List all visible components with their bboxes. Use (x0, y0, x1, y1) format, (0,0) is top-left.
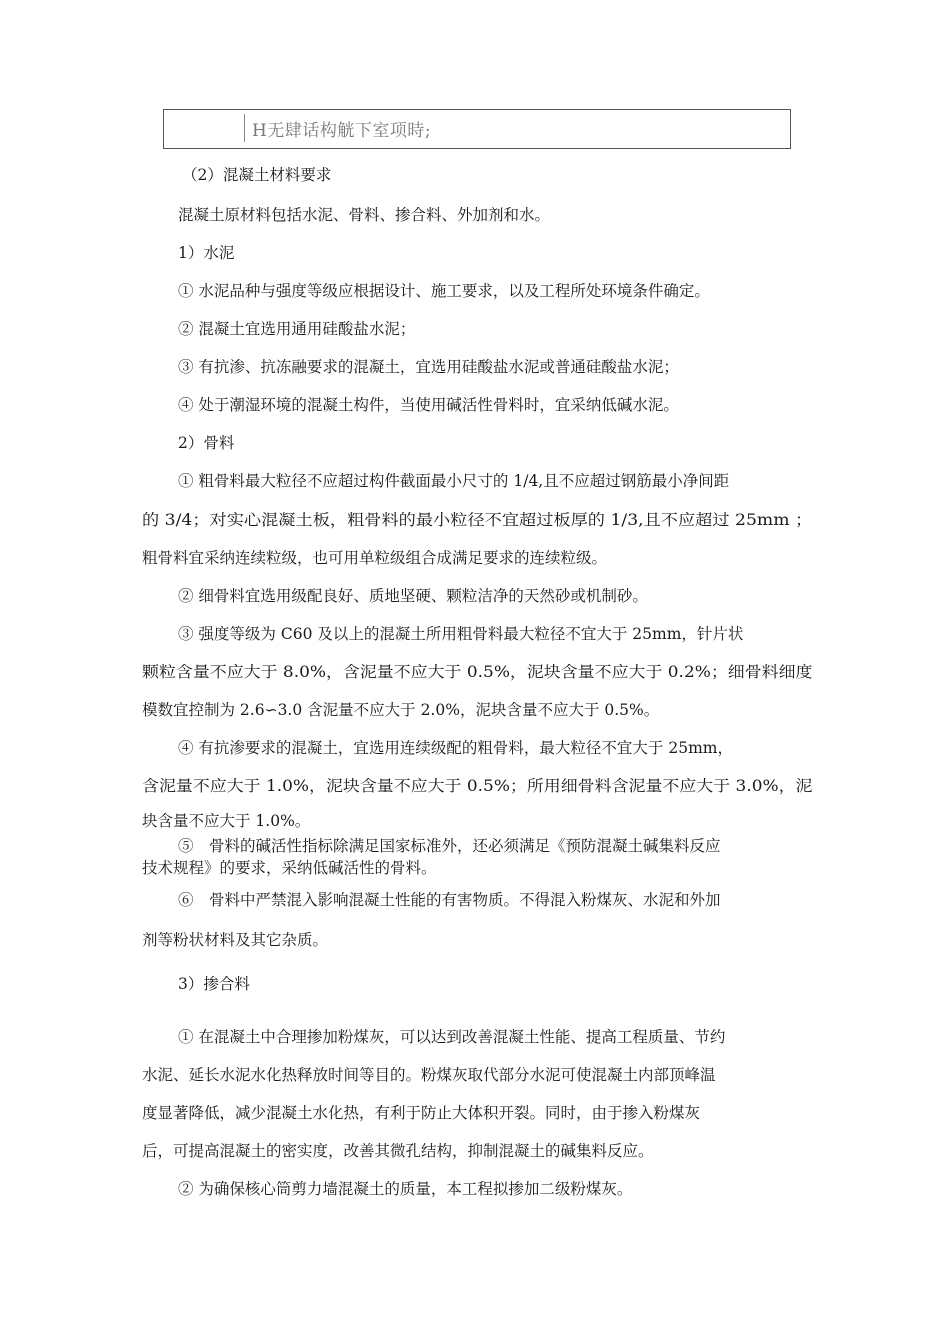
aggregate-item-1-line-3: 粗骨料宜采纳连续粒级，也可用单粒级组合成满足要求的连续粒级。 (142, 549, 608, 567)
subheading-admixture: 3）掺合料 (178, 975, 250, 993)
aggregate-item-4-line-2: 含泥量不应大于 1.0%，泥块含量不应大于 0.5%；所用细骨料含泥量不应大于 3.0%，泥 (142, 777, 813, 795)
aggregate-item-6-line-2: 剂等粉状材料及其它杂质。 (142, 931, 329, 949)
aggregate-item-4-line-3: 块含量不应大于 1.0%。 (142, 812, 311, 830)
cement-item-3: ③ 有抗渗、抗冻融要求的混凝土，宜选用硅酸盐水泥或普通硅酸盐水泥； (178, 358, 679, 376)
aggregate-item-4-line-1: ④ 有抗渗要求的混凝土，宜选用连续级配的粗骨料，最大粒径不宜大于 25mm， (178, 739, 733, 757)
header-box-glyph: H (252, 121, 268, 141)
aggregate-item-5-line-1: ⑤ 骨料的碱活性指标除满足国家标准外，还必须满足《预防混凝土碱集料反应 (178, 837, 721, 855)
subheading-aggregate: 2）骨料 (178, 434, 235, 452)
aggregate-item-5-line-2: 技术规程》的要求，采纳低碱活性的骨料。 (142, 859, 437, 877)
admixture-item-1-line-4: 后，可提高混凝土的密实度，改善其微孔结构，抑制混凝土的碱集料反应。 (142, 1142, 654, 1160)
aggregate-item-3-line-1: ③ 强度等级为 C60 及以上的混凝土所用粗骨料最大粒径不宜大于 25mm，针片状 (178, 625, 744, 643)
section-heading-materials: （2）混凝土材料要求 (182, 166, 332, 184)
admixture-item-1-line-1: ① 在混凝土中合理掺加粉煤灰，可以达到改善混凝土性能、提高工程质量、节约 (178, 1028, 726, 1046)
admixture-item-1-line-3: 度显著降低，减少混凝土水化热，有利于防止大体积开裂。同时，由于掺入粉煤灰 (142, 1104, 701, 1122)
cement-item-4: ④ 处于潮湿环境的混凝土构件，当使用碱活性骨料时，宜采纳低碱水泥。 (178, 396, 679, 414)
aggregate-item-1-line-1: ① 粗骨料最大粒径不应超过构件截面最小尺寸的 1/4,且不应超过钢筋最小净间距 (178, 472, 730, 490)
aggregate-item-3-line-3: 模数宜控制为 2.6∽3.0 含泥量不应大于 2.0%，泥块含量不应大于 0.5%。 (142, 701, 660, 719)
header-box-text (252, 116, 431, 141)
cement-item-2: ② 混凝土宜选用通用硅酸盐水泥； (178, 320, 416, 338)
aggregate-item-2: ② 细骨料宜选用级配良好、质地坚硬、颗粒洁净的天然砂或机制砂。 (178, 587, 648, 605)
aggregate-item-6-line-1: ⑥ 骨料中严禁混入影响混凝土性能的有害物质。不得混入粉煤灰、水泥和外加 (178, 891, 721, 909)
subheading-cement: 1）水泥 (178, 244, 235, 262)
intro-paragraph: 混凝土原材料包括水泥、骨料、掺合料、外加剂和水。 (178, 206, 551, 224)
aggregate-item-1-line-2: 的 3/4；对实心混凝土板，粗骨料的最小粒径不宜超过板厚的 1/3,且不应超过 25mm ； (142, 511, 813, 529)
header-box-divider (244, 114, 245, 142)
header-box-label: 无肆话构觥下室项時; (267, 121, 432, 141)
aggregate-item-3-line-2: 颗粒含量不应大于 8.0%，含泥量不应大于 0.5%，泥块含量不应大于 0.2%；细骨料细度 (142, 663, 813, 681)
admixture-item-2: ② 为确保核心筒剪力墙混凝土的质量，本工程拟掺加二级粉煤灰。 (178, 1180, 633, 1198)
admixture-item-1-line-2: 水泥、延长水泥水化热释放时间等目的。粉煤灰取代部分水泥可使混凝土内部顶峰温 (142, 1066, 716, 1084)
cement-item-1: ① 水泥品种与强度等级应根据设计、施工要求，以及工程所处环境条件确定。 (178, 282, 710, 300)
